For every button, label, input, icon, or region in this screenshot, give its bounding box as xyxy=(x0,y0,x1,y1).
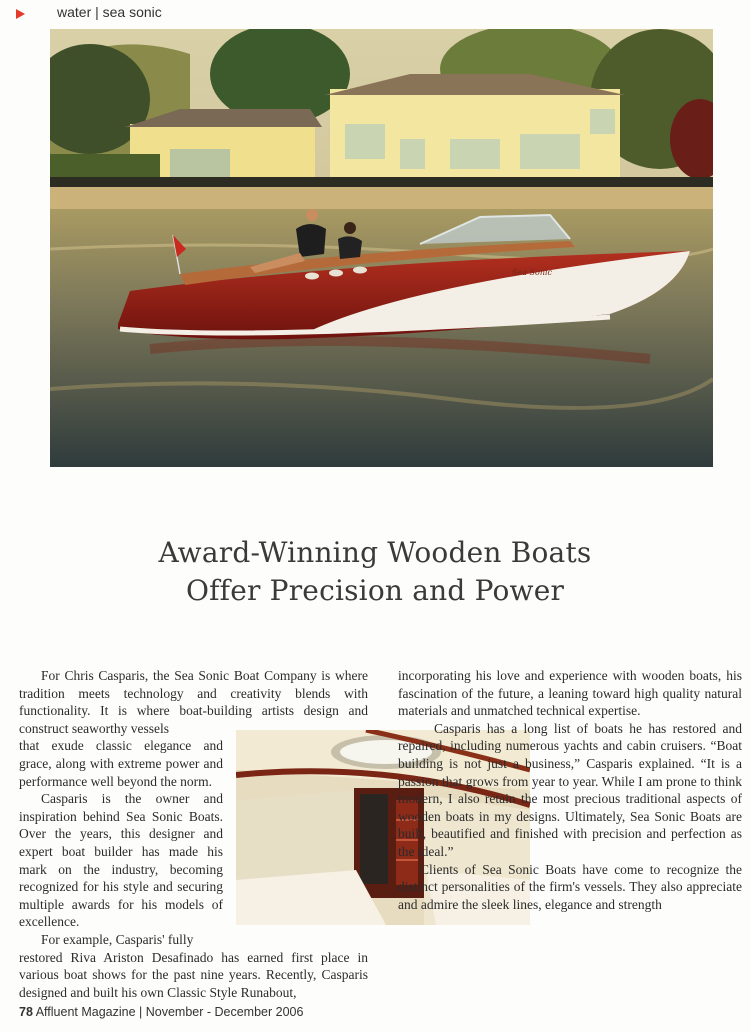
paragraph: Clients of Sea Sonic Boats have come to recognize the distinct personalities of the firm's vessels. They also appreciate and admire the sleek lines, elegance and strength xyxy=(398,861,742,912)
paragraph-continued: incorporating his love and experience with wooden boats, his fascination of the future, a leaning toward high quality natural materials and unmatched technical expertise. xyxy=(398,668,742,719)
section-marker-icon xyxy=(16,9,25,19)
headline-line-2: Offer Precision and Power xyxy=(185,574,565,607)
article-headline xyxy=(60,534,690,610)
paragraph-continued: that exude classic elegance and grace, along with extreme power and performance well beyond the norm. xyxy=(19,738,223,789)
headline-line-1: Award-Winning Wooden Boats xyxy=(158,536,592,569)
section-label: water | sea sonic xyxy=(57,4,162,20)
publication-info: Affluent Magazine | November - December 2006 xyxy=(35,1005,304,1019)
paragraph: For example, Casparis' fully xyxy=(41,931,194,947)
hero-photo xyxy=(50,29,713,467)
paragraph: Casparis is the owner and inspiration behind Sea Sonic Boats. Over the years, this designer and expert boat builder has made his mark on the industry, becoming recognized for his style and securing multiple awards for his models of excellence. xyxy=(19,791,223,930)
paragraph-continued: restored Riva Ariston Desafinado has earned first place in various boat shows for the past nine years. Recently, Casparis designed and built his own Classic Style Runabout, xyxy=(19,949,368,1000)
svg-text:Sea Sonic: Sea Sonic xyxy=(512,268,553,277)
page-number: 78 xyxy=(19,1005,33,1019)
paragraph: For Chris Casparis, the Sea Sonic Boat Company is where tradition meets technology and creativity blends with functionality. It is where boat-building artists design and construct seaworthy vessels xyxy=(19,668,368,736)
column-right xyxy=(398,667,742,913)
paragraph: Casparis has a long list of boats he has restored and repaired, including numerous yachts and cabin cruisers. “Boat building is not just a business,” Casparis explained. “It is a passion that grows from year to year. While I am prone to think modern, I also retain the most precious traditional aspects of wooden boats in my designs. Ultimately, Sea Sonic Boats are built, beautified and finished with precision and perfection as the ideal.” xyxy=(398,720,742,859)
page-footer xyxy=(19,1005,303,1019)
boat-photo-icon xyxy=(50,29,713,467)
